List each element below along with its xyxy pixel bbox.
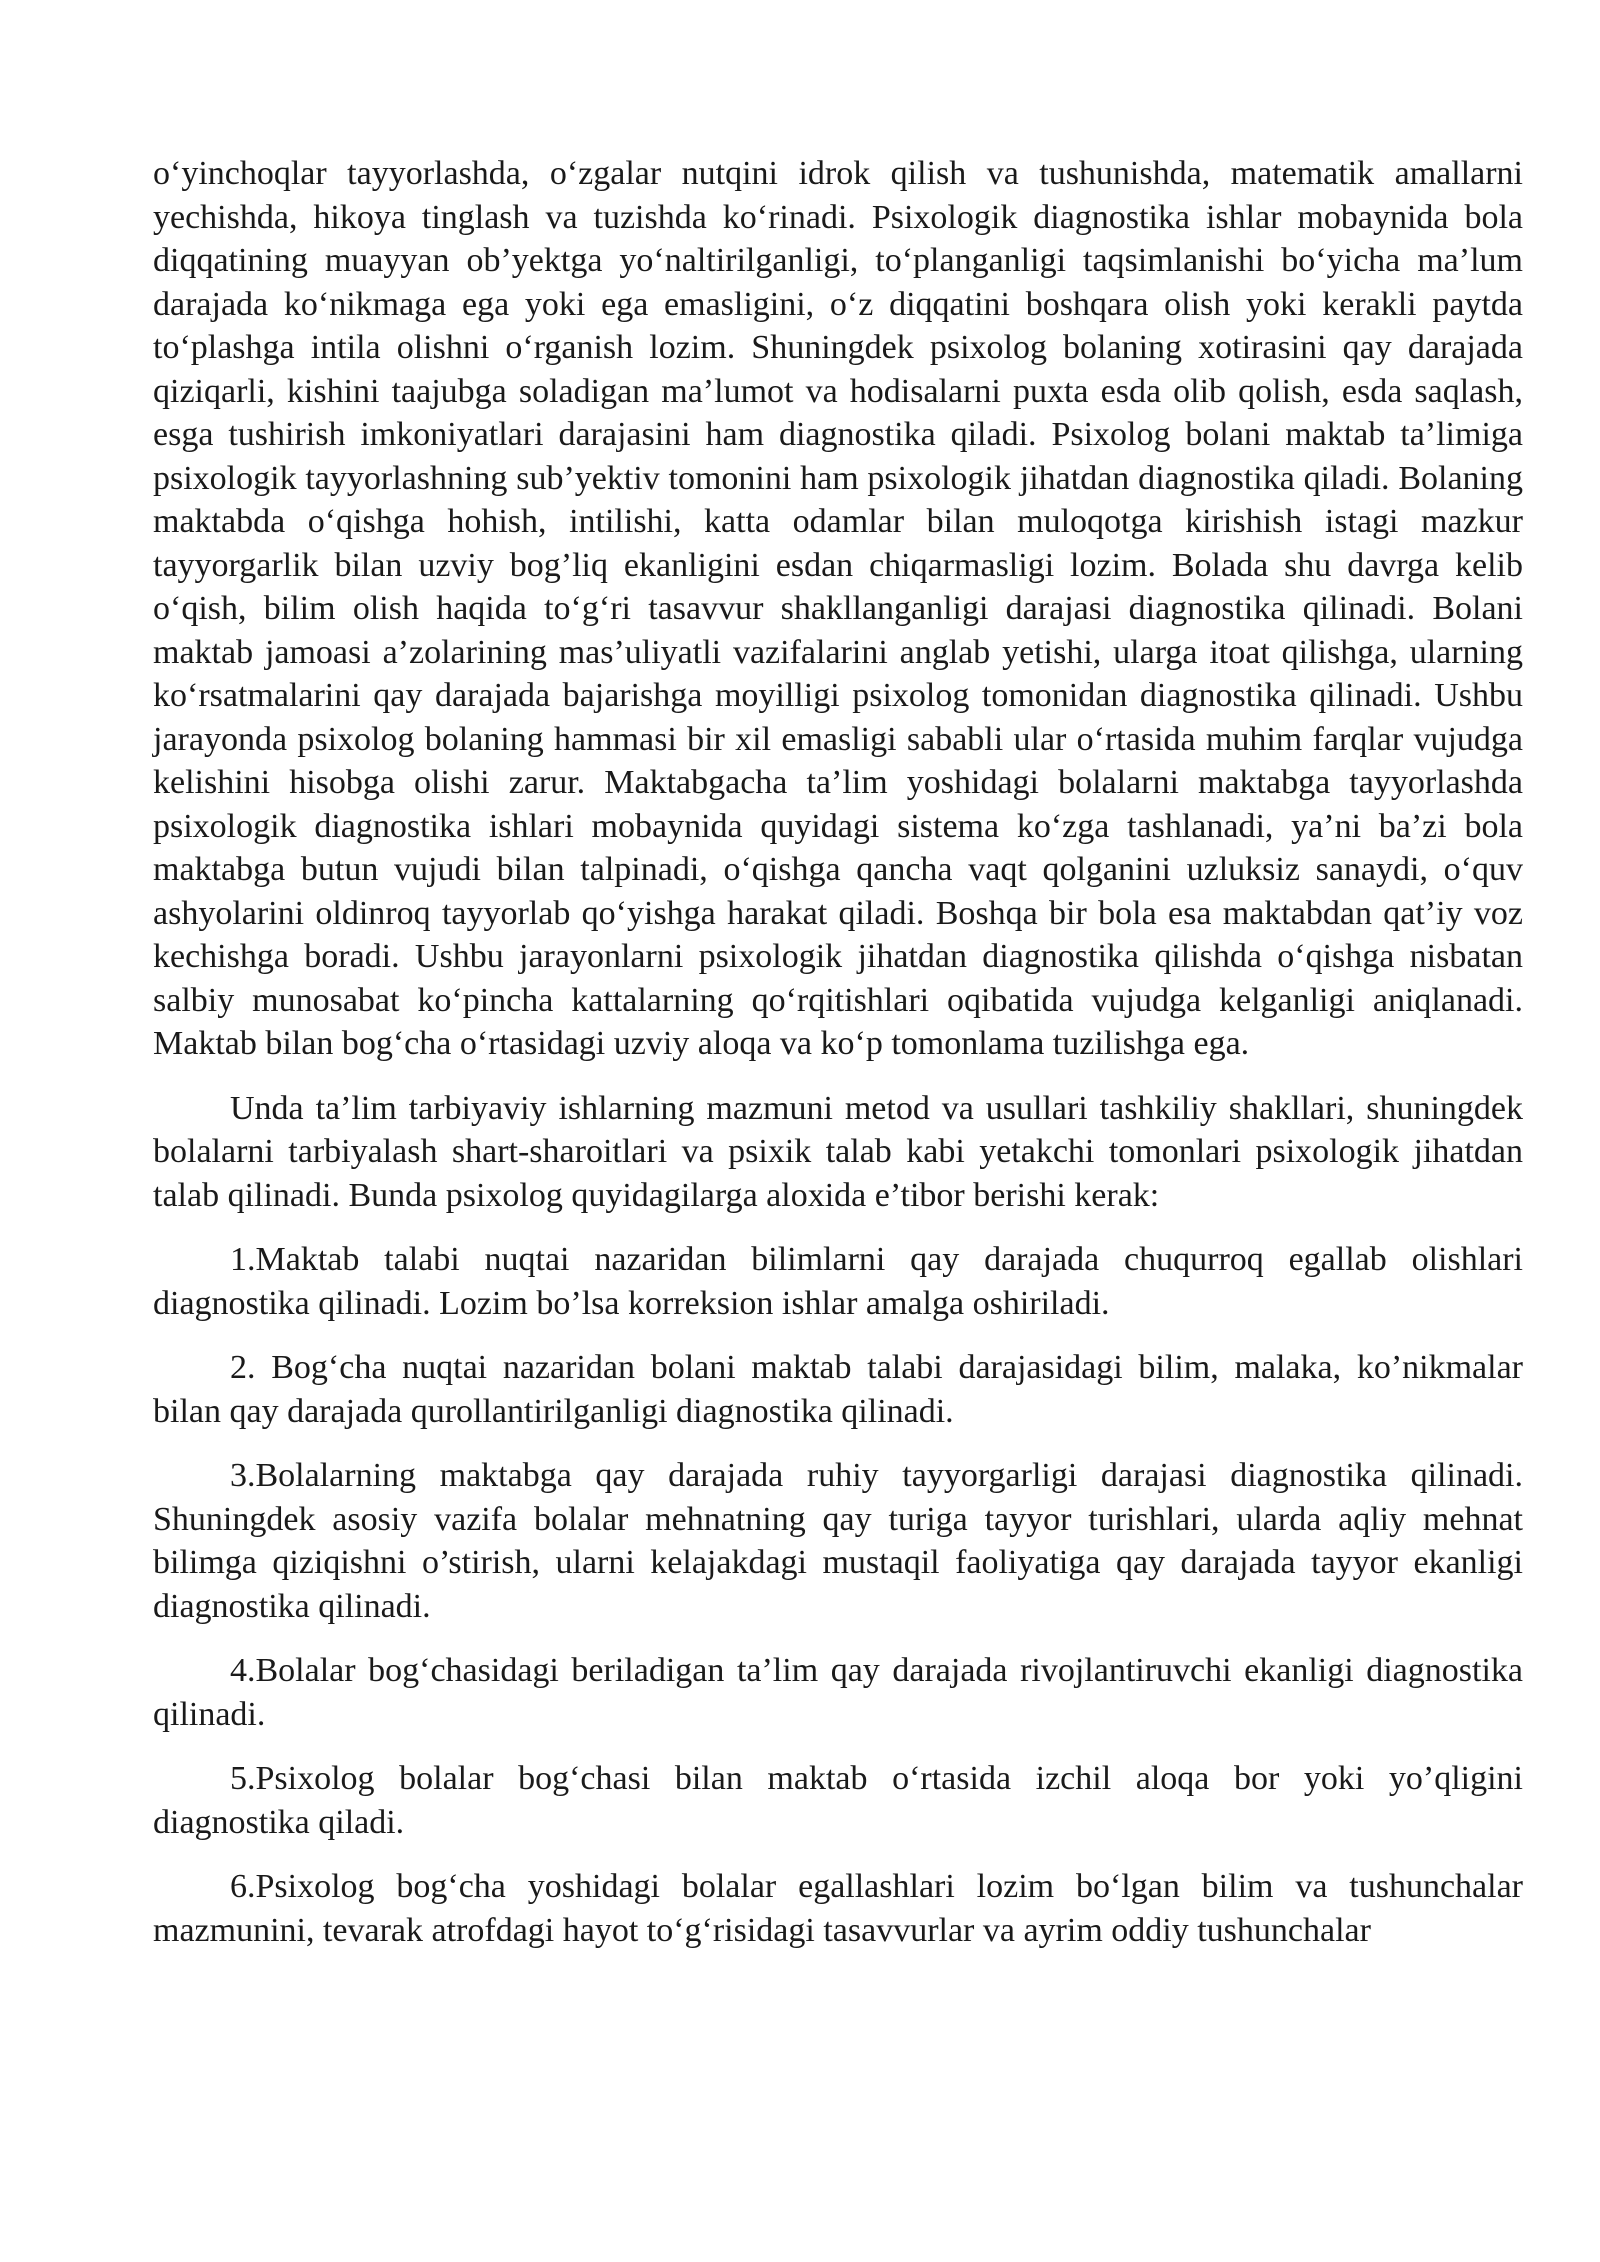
paragraph-intro: Unda ta’lim tarbiyaviy ishlarning mazmuni metod va usullari tashkiliy shakllari, shuningdek bolalarni tarbiyalash shart-sharoitlari va psixik talab kabi yetakchi tomonlari psixologik jihatdan talab qilinadi. Bunda psixolog quyidagilarga aloxida e’tibor berishi kerak: [153, 1089, 1523, 1214]
list-item-1: 1.Maktab talabi nuqtai nazaridan bilimlarni qay darajada chuqurroq egallab olishlari diagnostika qilinadi. Lozim bo’lsa korreksion ishlar amalga oshiriladi. [153, 1241, 1523, 1322]
document-page [153, 152, 1523, 1973]
list-item-2: 2. Bog‘cha nuqtai nazaridan bolani maktab talabi darajasidagi bilim, malaka, ko’nikmalar bilan qay darajada qurollantirilganligi diagnostika qilinadi. [153, 1349, 1523, 1430]
list-item-5: 5.Psixolog bolalar bog‘chasi bilan maktab o‘rtasida izchil aloqa bor yoki yo’qligini diagnostika qiladi. [153, 1760, 1523, 1841]
list-item-6: 6.Psixolog bog‘cha yoshidagi bolalar egallashlari lozim bo‘lgan bilim va tushunchalar mazmunini, tevarak atrofdagi hayot to‘g‘risidagi tasavvurlar va ayrim oddiy tushunchalar [153, 1868, 1523, 1949]
list-item-3: 3.Bolalarning maktabga qay darajada ruhiy tayyorgarligi darajasi diagnostika qilinadi. Shuningdek asosiy vazifa bolalar mehnatning qay turiga tayyor turishlari, ularda aqliy mehnat bilimga qiziqishni o’stirish, ularni kelajakdagi mustaqil faoliyatiga qay darajada tayyor ekanligi diagnostika qilinadi. [153, 1457, 1523, 1625]
paragraph-continuation: o‘yinchoqlar tayyorlashda, o‘zgalar nutqini idrok qilish va tushunishda, matematik amallarni yechishda, hikoya tinglash va tuzishda ko‘rinadi. Psixologik diagnostika ishlar mobaynida bola diqqatining muayyan ob’yektga yo‘naltirilganligi, to‘planganligi taqsimlanishi bo‘yicha ma’lum darajada ko‘nikmaga ega yoki ega emasligini, o‘z diqqatini boshqara olish yoki kerakli paytda to‘plashga intila olishni o‘rganish lozim. Shuningdek psixolog bolaning xotirasini qay darajada qiziqarli, kishini taajubga soladigan ma’lumot va hodisalarni puxta esda olib qolish, esda saqlash, esga tushirish imkoniyatlari darajasini ham diagnostika qiladi. Psixolog bolani maktab ta’limiga psixologik tayyorlashning sub’yektiv tomonini ham psixologik jihatdan diagnostika qiladi. Bolaning maktabda o‘qishga hohish, intilishi, katta odamlar bilan muloqotga kirishish istagi mazkur tayyorgarlik bilan uzviy bog’liq ekanligini esdan chiqarmasligi lozim. Bolada shu davrga kelib o‘qish, bilim olish haqida to‘g‘ri tasavvur shakllanganligi darajasi diagnostika qilinadi. Bolani maktab jamoasi a’zolarining mas’uliyatli vazifalarini anglab yetishi, ularga itoat qilishga, ularning ko‘rsatmalarini qay darajada bajarishga moyilligi psixolog tomonidan diagnostika qilinadi. Ushbu jarayonda psixolog bolaning hammasi bir xil emasligi sababli ular o‘rtasida muhim farqlar vujudga kelishini hisobga olishi zarur. Maktabgacha ta’lim yoshidagi bolalarni maktabga tayyorlashda psixologik diagnostika ishlari mobaynida quyidagi sistema ko‘zga tashlanadi, ya’ni ba’zi bola maktabga butun vujudi bilan talpinadi, o‘qishga qancha vaqt qolganini uzluksiz sanaydi, o‘quv ashyolarini oldinroq tayyorlab qo‘yishga harakat qiladi. Boshqa bir bola esa maktabdan qat’iy voz kechishga boradi. Ushbu jarayonlarni psixologik jihatdan diagnostika qilishda o‘qishga nisbatan salbiy munosabat ko‘pincha kattalarning qo‘rqitishlari oqibatida vujudga kelganligi aniqlanadi. Maktab bilan bog‘cha o‘rtasidagi uzviy aloqa va ko‘p tomonlama tuzilishga ega. [153, 155, 1523, 1062]
list-item-4: 4.Bolalar bog‘chasidagi beriladigan ta’lim qay darajada rivojlantiruvchi ekanligi diagnostika qilinadi. [153, 1652, 1523, 1733]
